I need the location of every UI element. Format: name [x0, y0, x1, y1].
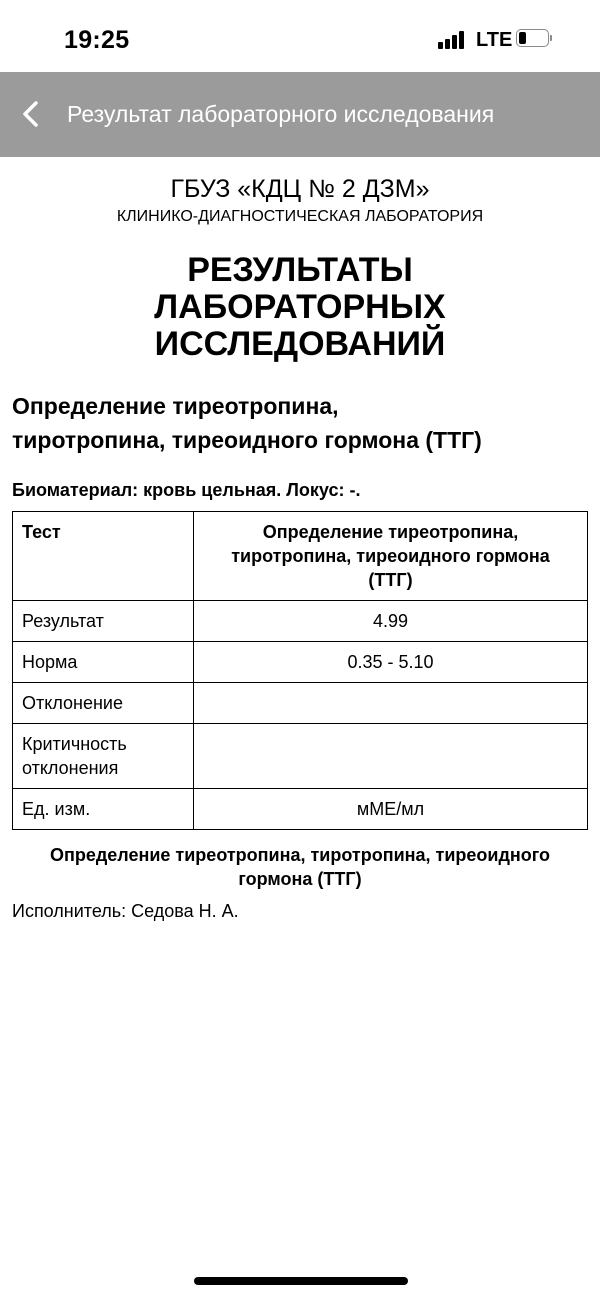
test-heading-line: тиротропина, тиреоидного гормона (ТТГ) [12, 427, 482, 453]
row-label: Результат [13, 601, 194, 642]
document-title-line: ЛАБОРАТОРНЫХ [154, 288, 446, 326]
page-title: Результат лабораторного исследования [67, 101, 495, 127]
row-label: Норма [13, 642, 194, 683]
test-heading-line: Определение тиреотропина, [12, 393, 339, 419]
executor-info: Исполнитель: Седова Н. А. [12, 901, 239, 921]
table-header-value-line: Определение тиреотропина, [262, 522, 519, 542]
signal-icon [438, 31, 466, 49]
table-header-value-line: тиротропина, тиреоидного гормона [231, 546, 550, 566]
table-header-label: Тест [13, 512, 194, 601]
row-label-line: отклонения [22, 758, 119, 778]
table-row-norm [13, 642, 588, 683]
footer-test-line: Определение тиреотропина, тиротропина, тиреоидного [49, 845, 551, 865]
row-label [13, 724, 194, 789]
result-value: 4.99 [194, 601, 588, 642]
criticality-value [194, 724, 588, 789]
row-label: Ед. изм. [13, 789, 194, 830]
document-title-line: РЕЗУЛЬТАТЫ [187, 251, 413, 289]
organization-name: ГБУЗ «КДЦ № 2 ДЗМ» [170, 175, 430, 203]
footer-test-line: гормона (ТТГ) [238, 869, 362, 889]
results-table [12, 511, 588, 830]
table-header-value [194, 512, 588, 601]
row-label: Отклонение [13, 683, 194, 724]
biomaterial-info: Биоматериал: кровь цельная. Локус: -. [12, 480, 361, 500]
row-label-line: Критичность [22, 734, 127, 754]
table-header-value-line: (ТТГ) [368, 570, 413, 590]
status-time: 19:25 [64, 26, 130, 54]
table-header-row [13, 512, 588, 601]
status-bar [0, 0, 600, 72]
table-row-units [13, 789, 588, 830]
test-heading [12, 389, 592, 457]
chevron-left-icon [14, 96, 50, 132]
table-row-criticality [13, 724, 588, 789]
navigation-bar [0, 72, 600, 157]
units-value: мМЕ/мл [194, 789, 588, 830]
table-row-result [13, 601, 588, 642]
battery-icon [516, 29, 552, 47]
deviation-value [194, 683, 588, 724]
home-indicator[interactable] [194, 1277, 408, 1285]
norm-value: 0.35 - 5.10 [194, 642, 588, 683]
footer-test-name [10, 843, 590, 891]
document-title-line: ИССЛЕДОВАНИЙ [154, 325, 446, 363]
document-title [0, 252, 600, 363]
laboratory-name: КЛИНИКО-ДИАГНОСТИЧЕСКАЯ ЛАБОРАТОРИЯ [116, 208, 484, 225]
table-row-deviation [13, 683, 588, 724]
back-button[interactable] [14, 96, 50, 132]
network-type: LTE [476, 29, 513, 51]
